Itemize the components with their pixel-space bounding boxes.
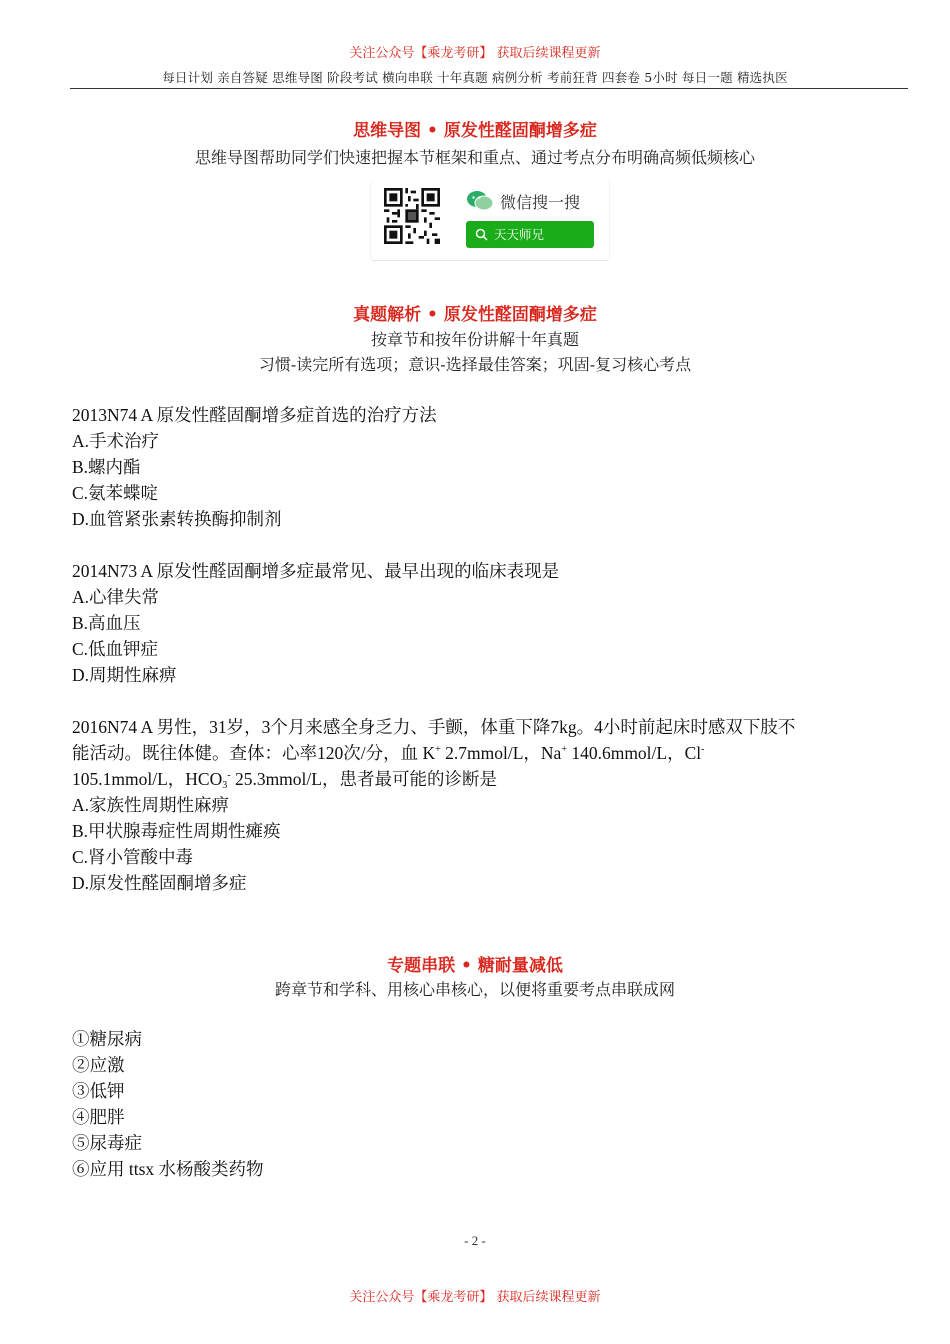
question-1 [72,402,902,532]
list-item: ②应激 [72,1055,125,1075]
footer-promo: 关注公众号【乘龙考研】 获取后续课程更新 [349,1290,601,1305]
list-item: ③低钾 [72,1081,125,1101]
question-2 [72,558,902,688]
exam-subtitle-1: 按章节和按年份讲解十年真题 [370,330,579,349]
wechat-search-label: 微信搜一搜 [500,193,581,212]
list-item: ④肥胖 [72,1107,125,1127]
question-option: D.血管紧张素转换酶抑制剂 [72,509,282,529]
exam-subtitle-2: 习惯-读完所有选项；意识-选择最佳答案；巩固-复习核心考点 [258,355,692,374]
question-option: B.螺内酯 [72,457,141,477]
question-option: B.甲状腺毒症性周期性瘫痪 [72,821,281,841]
mindmap-title: 思维导图 • 原发性醛固酮增多症 [353,121,597,141]
question-option: D.周期性麻痹 [72,665,177,685]
question-option: D.原发性醛固酮增多症 [72,873,247,893]
header-promo: 关注公众号【乘龙考研】 获取后续课程更新 [349,46,601,61]
question-option: C.氨苯蝶啶 [72,483,159,503]
header-divider [70,88,908,89]
topic-subtitle: 跨章节和学科、用核心串核心，以便将重要考点串联成网 [274,980,675,999]
question-option: A.家族性周期性麻痹 [72,795,230,815]
question-option: C.低血钾症 [72,639,159,659]
question-stem-line-1: 2016N74 A 男性，31岁，3个月来感全身乏力、手颤，体重下降7kg。4小时前起床时感双下肢不 [72,717,796,737]
question-option: C.肾小管酸中毒 [72,847,194,867]
topic-list [72,1026,902,1182]
question-option: B.高血压 [72,613,141,633]
qr-code-icon [384,188,440,244]
header-nav: 每日计划 亲自答疑 思维导图 阶段考试 横向串联 十年真题 病例分析 考前狂背 四套卷 5小时 每日一题 精选执医 [162,70,788,85]
list-item: ①糖尿病 [72,1029,142,1049]
question-option: A.手术治疗 [72,431,160,451]
list-item: ⑥应用 ttsx 水杨酸类药物 [72,1159,264,1179]
wechat-search-button[interactable] [466,221,594,248]
exam-title: 真题解析 • 原发性醛固酮增多症 [353,305,597,325]
question-stem: 2014N73 A 原发性醛固酮增多症最常见、最早出现的临床表现是 [72,561,560,581]
list-item: ⑤尿毒症 [72,1133,142,1153]
wechat-search-button-label: 天天师兄 [494,227,545,242]
question-option: A.心律失常 [72,587,160,607]
wechat-icon [466,190,494,212]
search-icon [475,228,488,241]
topic-title: 专题串联 • 糖耐量减低 [387,956,563,976]
question-stem-line-2: 能活动。既往体健。查体：心率120次/分，血 K+ 2.7mmol/L，Na+ 140.6mmol/L，Cl- [72,743,705,763]
question-3 [72,714,902,896]
question-stem-line-3: 105.1mmol/L，$HCO_3^-$ 25.3mmol/L，患者最可能的诊断是 [72,769,497,791]
question-stem: 2013N74 A 原发性醛固酮增多症首选的治疗方法 [72,405,437,425]
mindmap-subtitle: 思维导图帮助同学们快速把握本节框架和重点、通过考点分布明确高频低频核心 [194,148,755,167]
page-number: - 2 - [464,1233,486,1248]
